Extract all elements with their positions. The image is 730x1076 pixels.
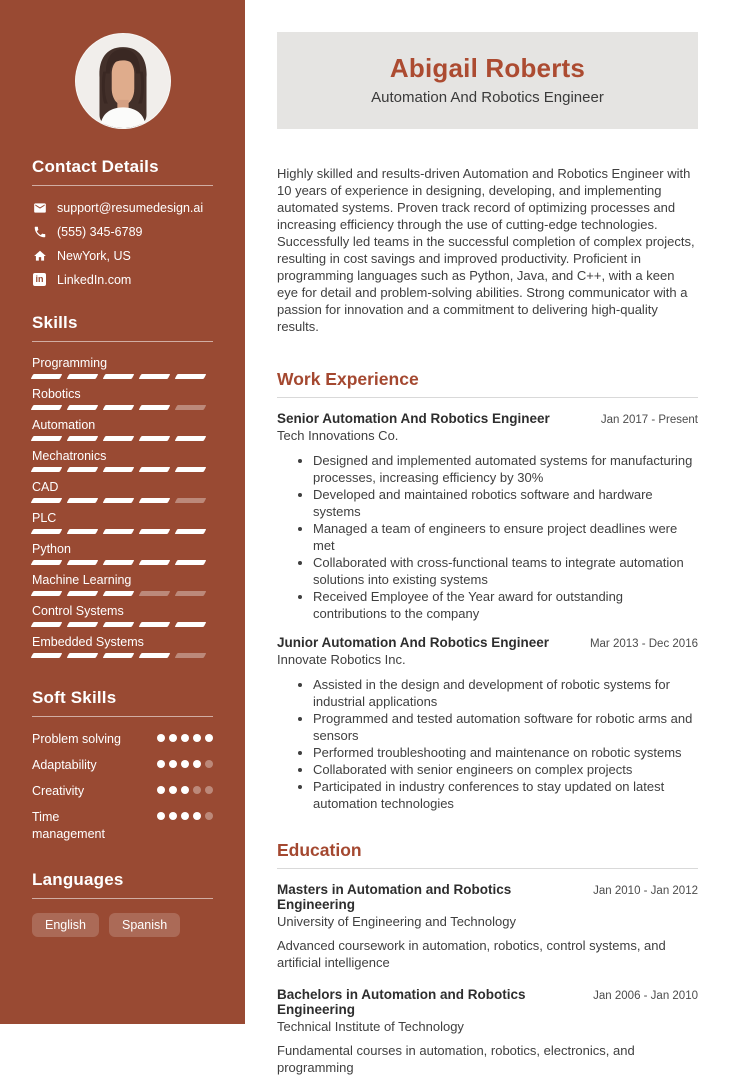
phone-icon	[32, 224, 47, 239]
skill-meter	[32, 467, 213, 472]
job-bullet-list	[277, 676, 698, 812]
skill-meter	[32, 436, 213, 441]
bar-segment	[67, 622, 99, 627]
soft-skill-meter	[157, 783, 213, 800]
job-bullet: • Programmed and tested automation software for robotic arms and sensors	[313, 710, 698, 744]
soft-skill-row	[32, 757, 213, 774]
skill-label: Python	[32, 542, 71, 556]
work-experience-heading: Work Experience	[277, 369, 419, 389]
bar-segment	[67, 374, 99, 379]
bar-segment	[103, 405, 135, 410]
bar-segment	[139, 374, 171, 379]
bar-segment	[103, 374, 135, 379]
divider	[277, 868, 698, 869]
skill-row	[32, 387, 213, 410]
job-bullet: • Collaborated with cross-functional teams to integrate automation solutions into existing systems	[313, 554, 698, 588]
job-bullet: • Managed a team of engineers to ensure project deadlines were met	[313, 520, 698, 554]
linkedin-icon: in	[32, 272, 47, 287]
avatar-illustration	[76, 34, 170, 128]
contact-phone-text: (555) 345-6789	[57, 224, 143, 239]
dot-segment	[157, 760, 165, 768]
skill-meter	[32, 622, 213, 627]
skill-meter	[32, 374, 213, 379]
soft-skill-meter	[157, 731, 213, 748]
dot-segment	[181, 812, 189, 820]
skill-meter	[32, 498, 213, 503]
bar-segment	[31, 436, 63, 441]
education-dates: Jan 2010 - Jan 2012	[593, 885, 698, 897]
bar-segment	[31, 560, 63, 565]
job-company: Tech Innovations Co.	[277, 428, 399, 443]
contact-email-text: support@resumedesign.ai	[57, 200, 204, 215]
bar-segment	[103, 653, 135, 658]
skill-label: Robotics	[32, 387, 81, 401]
skill-row	[32, 418, 213, 441]
skills-section	[32, 313, 213, 658]
dot-segment	[181, 786, 189, 794]
bar-segment	[139, 591, 171, 596]
languages-section	[32, 870, 213, 937]
education-description: Fundamental courses in automation, robotics, electronics, and programming	[277, 1043, 635, 1075]
contact-item-location	[32, 248, 213, 263]
skill-row	[32, 511, 213, 534]
skills-heading: Skills	[32, 313, 78, 332]
skill-row	[32, 356, 213, 379]
bar-segment	[175, 374, 207, 379]
skill-label: Mechatronics	[32, 449, 107, 463]
soft-skill-label: Adaptability	[32, 757, 97, 772]
soft-skill-row	[32, 731, 213, 748]
degree-title: Bachelors in Automation and Robotics Engineering	[277, 987, 526, 1017]
skills-list	[32, 356, 213, 658]
education-heading: Education	[277, 840, 362, 860]
dot-segment	[169, 812, 177, 820]
bar-segment	[103, 436, 135, 441]
bar-segment	[175, 529, 207, 534]
bar-segment	[175, 498, 207, 503]
soft-skill-label: Creativity	[32, 783, 85, 798]
dot-segment	[193, 734, 201, 742]
dot-segment	[169, 760, 177, 768]
skill-meter	[32, 653, 213, 658]
dot-segment	[169, 786, 177, 794]
dot-segment	[157, 786, 165, 794]
skill-row	[32, 635, 213, 658]
job-bullet: • Performed troubleshooting and maintenance on robotic systems	[313, 744, 698, 761]
bar-segment	[175, 436, 207, 441]
dot-segment	[181, 734, 189, 742]
bar-segment	[31, 622, 63, 627]
education-entry	[277, 882, 698, 971]
profile-summary: Highly skilled and results-driven Automation and Robotics Engineer with 10 years of experience in designing, developing, and implementing automated systems. Proven track record of optimizing processes and increasing efficiency through the use of cutting-edge technologies. Successfully led teams in the successful completion of complex projects, resulting in cost savings and improved productivity. Proficient in programming languages such as Python, Java, and C++, with a keen eye for detail and problem-solving abilities. Strong communicator with a passion for innovation and a commitment to delivering high-quality results.	[277, 166, 695, 334]
job-bullet: • Developed and maintained robotics software and hardware systems	[313, 486, 698, 520]
mail-icon	[32, 200, 47, 215]
skill-label: Embedded Systems	[32, 635, 144, 649]
bar-segment	[103, 622, 135, 627]
education-entry	[277, 987, 698, 1076]
bar-segment	[31, 529, 63, 534]
skill-label: Control Systems	[32, 604, 124, 618]
education-section	[277, 840, 698, 1076]
bar-segment	[67, 591, 99, 596]
soft-skill-meter	[157, 757, 213, 774]
bar-segment	[139, 405, 171, 410]
job-bullet: • Received Employee of the Year award for outstanding contributions to the company	[313, 588, 698, 622]
bar-segment	[103, 529, 135, 534]
dot-segment	[169, 734, 177, 742]
skill-meter	[32, 529, 213, 534]
job-dates: Mar 2013 - Dec 2016	[589, 638, 698, 650]
bar-segment	[31, 591, 63, 596]
languages-list	[32, 913, 213, 937]
bar-segment	[103, 467, 135, 472]
degree-title: Masters in Automation and Robotics Engineering	[277, 882, 512, 912]
bar-segment	[103, 591, 135, 596]
name-banner	[277, 32, 698, 129]
skill-meter	[32, 560, 213, 565]
contact-item-phone	[32, 224, 213, 239]
job-company: Innovate Robotics Inc.	[277, 652, 406, 667]
skill-row	[32, 480, 213, 503]
soft-skill-row	[32, 809, 213, 843]
education-description: Advanced coursework in automation, robotics, control systems, and artificial intelligence	[277, 938, 666, 970]
skill-label: Automation	[32, 418, 96, 432]
job-bullet: • Designed and implemented automated systems for manufacturing processes, increasing efficiency by 30%	[313, 452, 698, 486]
bar-segment	[67, 436, 99, 441]
soft-skills-list	[32, 731, 213, 842]
dot-segment	[193, 760, 201, 768]
bar-segment	[67, 560, 99, 565]
bar-segment	[67, 498, 99, 503]
contact-item-email[interactable]	[32, 200, 213, 215]
divider	[32, 341, 213, 342]
job-entry-header	[277, 411, 698, 426]
job-entry-header	[277, 635, 698, 650]
bar-segment	[139, 560, 171, 565]
bar-segment	[139, 529, 171, 534]
dot-segment	[205, 734, 213, 742]
soft-skill-meter	[157, 809, 213, 843]
profile-photo	[75, 33, 171, 129]
main-content	[245, 0, 730, 1075]
dot-segment	[157, 812, 165, 820]
bar-segment	[175, 405, 207, 410]
language-pill: English	[32, 913, 99, 937]
bar-segment	[103, 498, 135, 503]
dot-segment	[193, 786, 201, 794]
bar-segment	[67, 653, 99, 658]
skill-row	[32, 449, 213, 472]
bar-segment	[31, 653, 63, 658]
contact-heading: Contact Details	[32, 157, 159, 176]
bar-segment	[139, 653, 171, 658]
contact-location-text: NewYork, US	[57, 248, 131, 263]
bar-segment	[175, 591, 207, 596]
bar-segment	[139, 622, 171, 627]
bar-segment	[175, 653, 207, 658]
home-icon	[32, 248, 47, 263]
school-name: University of Engineering and Technology	[277, 914, 516, 929]
skill-row	[32, 542, 213, 565]
job-dates: Jan 2017 - Present	[600, 414, 698, 426]
contact-linkedin-text: LinkedIn.com	[57, 272, 132, 287]
job-title: Junior Automation And Robotics Engineer	[277, 635, 549, 650]
divider	[32, 185, 213, 186]
bar-segment	[103, 560, 135, 565]
job-bullet: • Assisted in the design and development of robotic systems for industrial applications	[313, 676, 698, 710]
job-bullet: • Participated in industry conferences to stay updated on latest automation technologies	[313, 778, 698, 812]
divider	[32, 898, 213, 899]
dot-segment	[205, 760, 213, 768]
skill-label: Programming	[32, 356, 108, 370]
dot-segment	[205, 786, 213, 794]
school-name: Technical Institute of Technology	[277, 1019, 464, 1034]
bar-segment	[67, 405, 99, 410]
dot-segment	[181, 760, 189, 768]
bar-segment	[67, 529, 99, 534]
job-title: Senior Automation And Robotics Engineer	[277, 411, 550, 426]
divider	[32, 716, 213, 717]
soft-skills-heading: Soft Skills	[32, 688, 117, 707]
skill-row	[32, 573, 213, 596]
bar-segment	[175, 560, 207, 565]
divider	[277, 397, 698, 398]
soft-skills-section	[32, 688, 213, 842]
person-title: Automation And Robotics Engineer	[371, 89, 604, 106]
dot-segment	[205, 812, 213, 820]
bar-segment	[139, 467, 171, 472]
bar-segment	[139, 498, 171, 503]
job-entry	[277, 635, 698, 812]
profile-photo-wrap	[32, 33, 213, 129]
bar-segment	[175, 622, 207, 627]
contact-item-linkedin[interactable]	[32, 272, 213, 287]
soft-skill-label: Time management	[32, 809, 105, 841]
skill-label: PLC	[32, 511, 57, 525]
bar-segment	[31, 467, 63, 472]
education-dates: Jan 2006 - Jan 2010	[593, 990, 698, 1002]
bar-segment	[139, 436, 171, 441]
contact-section	[32, 157, 213, 287]
soft-skill-label: Problem solving	[32, 732, 121, 746]
job-bullet-list	[277, 452, 698, 622]
education-entry-header	[277, 987, 698, 1017]
person-name: Abigail Roberts	[389, 53, 586, 83]
bar-segment	[175, 467, 207, 472]
bar-segment	[67, 467, 99, 472]
skill-label: CAD	[32, 480, 59, 494]
skill-label: Machine Learning	[32, 573, 132, 587]
skill-row	[32, 604, 213, 627]
dot-segment	[193, 812, 201, 820]
bar-segment	[31, 374, 63, 379]
soft-skill-row	[32, 783, 213, 800]
skill-meter	[32, 591, 213, 596]
bar-segment	[31, 498, 63, 503]
skill-meter	[32, 405, 213, 410]
language-pill: Spanish	[109, 913, 180, 937]
work-experience-section	[277, 369, 698, 812]
education-entry-header	[277, 882, 698, 912]
dot-segment	[157, 734, 165, 742]
languages-heading: Languages	[32, 870, 124, 890]
job-entry	[277, 411, 698, 622]
bar-segment	[31, 405, 63, 410]
sidebar	[0, 0, 245, 1024]
job-bullet: • Collaborated with senior engineers on complex projects	[313, 761, 698, 778]
